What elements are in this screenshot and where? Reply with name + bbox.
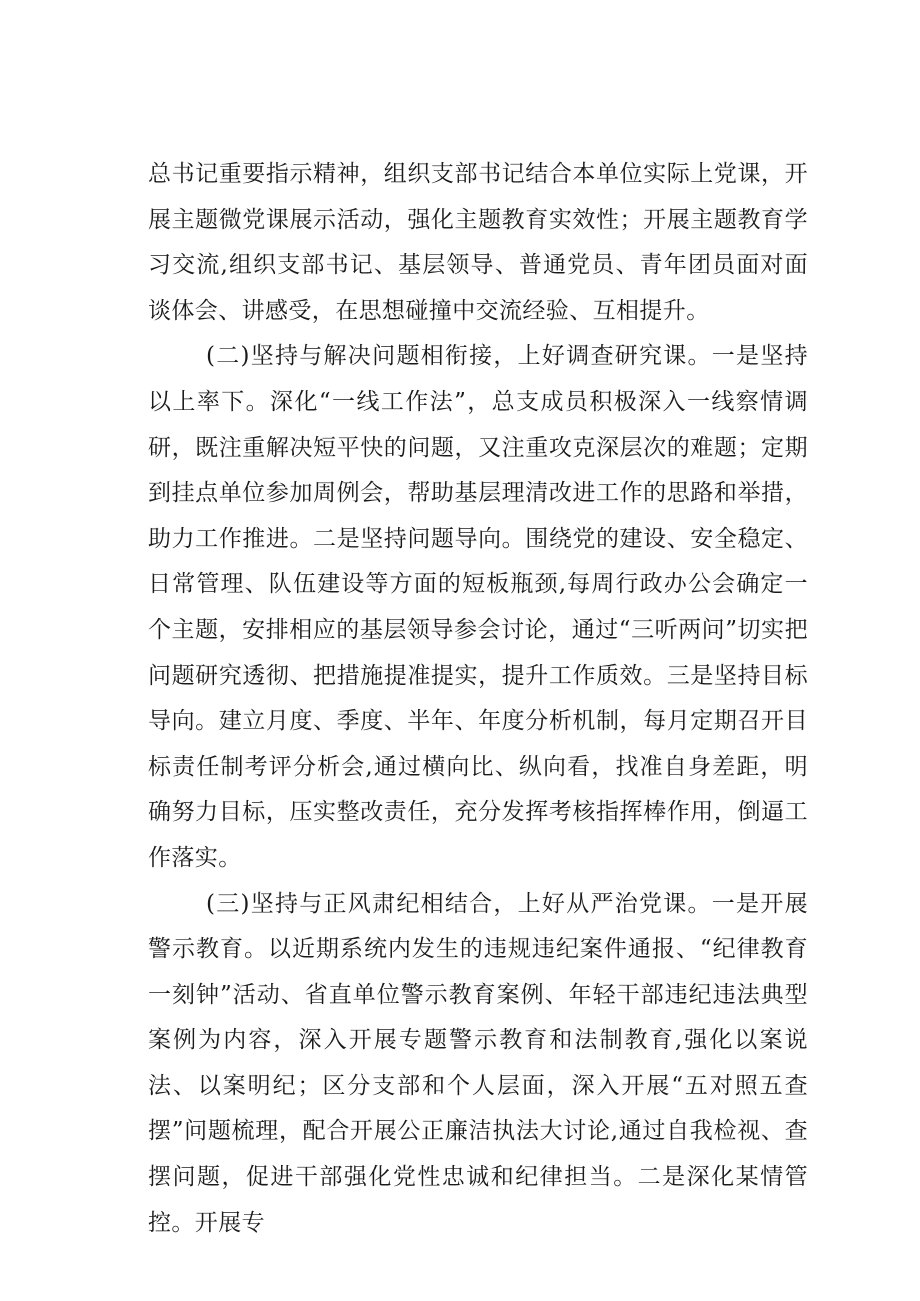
paragraph-continuation: 总书记重要指示精神，组织支部书记结合本单位实际上党课，开展主题微党课展示活动，强化主题教育实效性；开展主题教育学习交流,组织支部书记、基层领导、普通党员、青年团员面对面谈体会、讲感受，在思想碰撞中交流经验、互相提升。 (148, 161, 808, 324)
paragraph-section-three: (三)坚持与正风肃纪相结合，上好从严治党课。一是开展警示教育。以近期系统内发生的违规违纪案件通报、“纪律教育一刻钟”活动、省直单位警示教育案例、年轻干部违纪违法典型案例为内容，深入开展专题警示教育和法制教育,强化以案说法、以案明纪；区分支部和个人层面，深入开展“五对照五查摆”问题梳理，配合开展公正廉洁执法大讨论,通过自我检视、查摆问题，促进干部强化党性忠诚和纪律担当。二是深化某情管控。开展专 (148, 890, 808, 1236)
document-body (148, 152, 808, 1246)
paragraph-section-two: (二)坚持与解决问题相衔接，上好调查研究课。一是坚持以上率下。深化“一线工作法”，总支成员积极深入一线察情调研，既注重解决短平快的问题，又注重攻克深层次的难题；定期到挂点单位参加周例会，帮助基层理清改进工作的思路和举措，助力工作推进。二是坚持问题导向。围绕党的建设、安全稳定、日常管理、队伍建设等方面的短板瓶颈,每周行政办公会确定一个主题，安排相应的基层领导参会讨论，通过“三听两问”切实把问题研究透彻、把措施提准提实，提升工作质效。三是坚持目标导向。建立月度、季度、半年、年度分析机制，每月定期召开目标责任制考评分析会,通过横向比、纵向看，找准自身差距，明确努力目标，压实整改责任，充分发挥考核指挥棒作用，倒逼工作落实。 (148, 343, 808, 871)
